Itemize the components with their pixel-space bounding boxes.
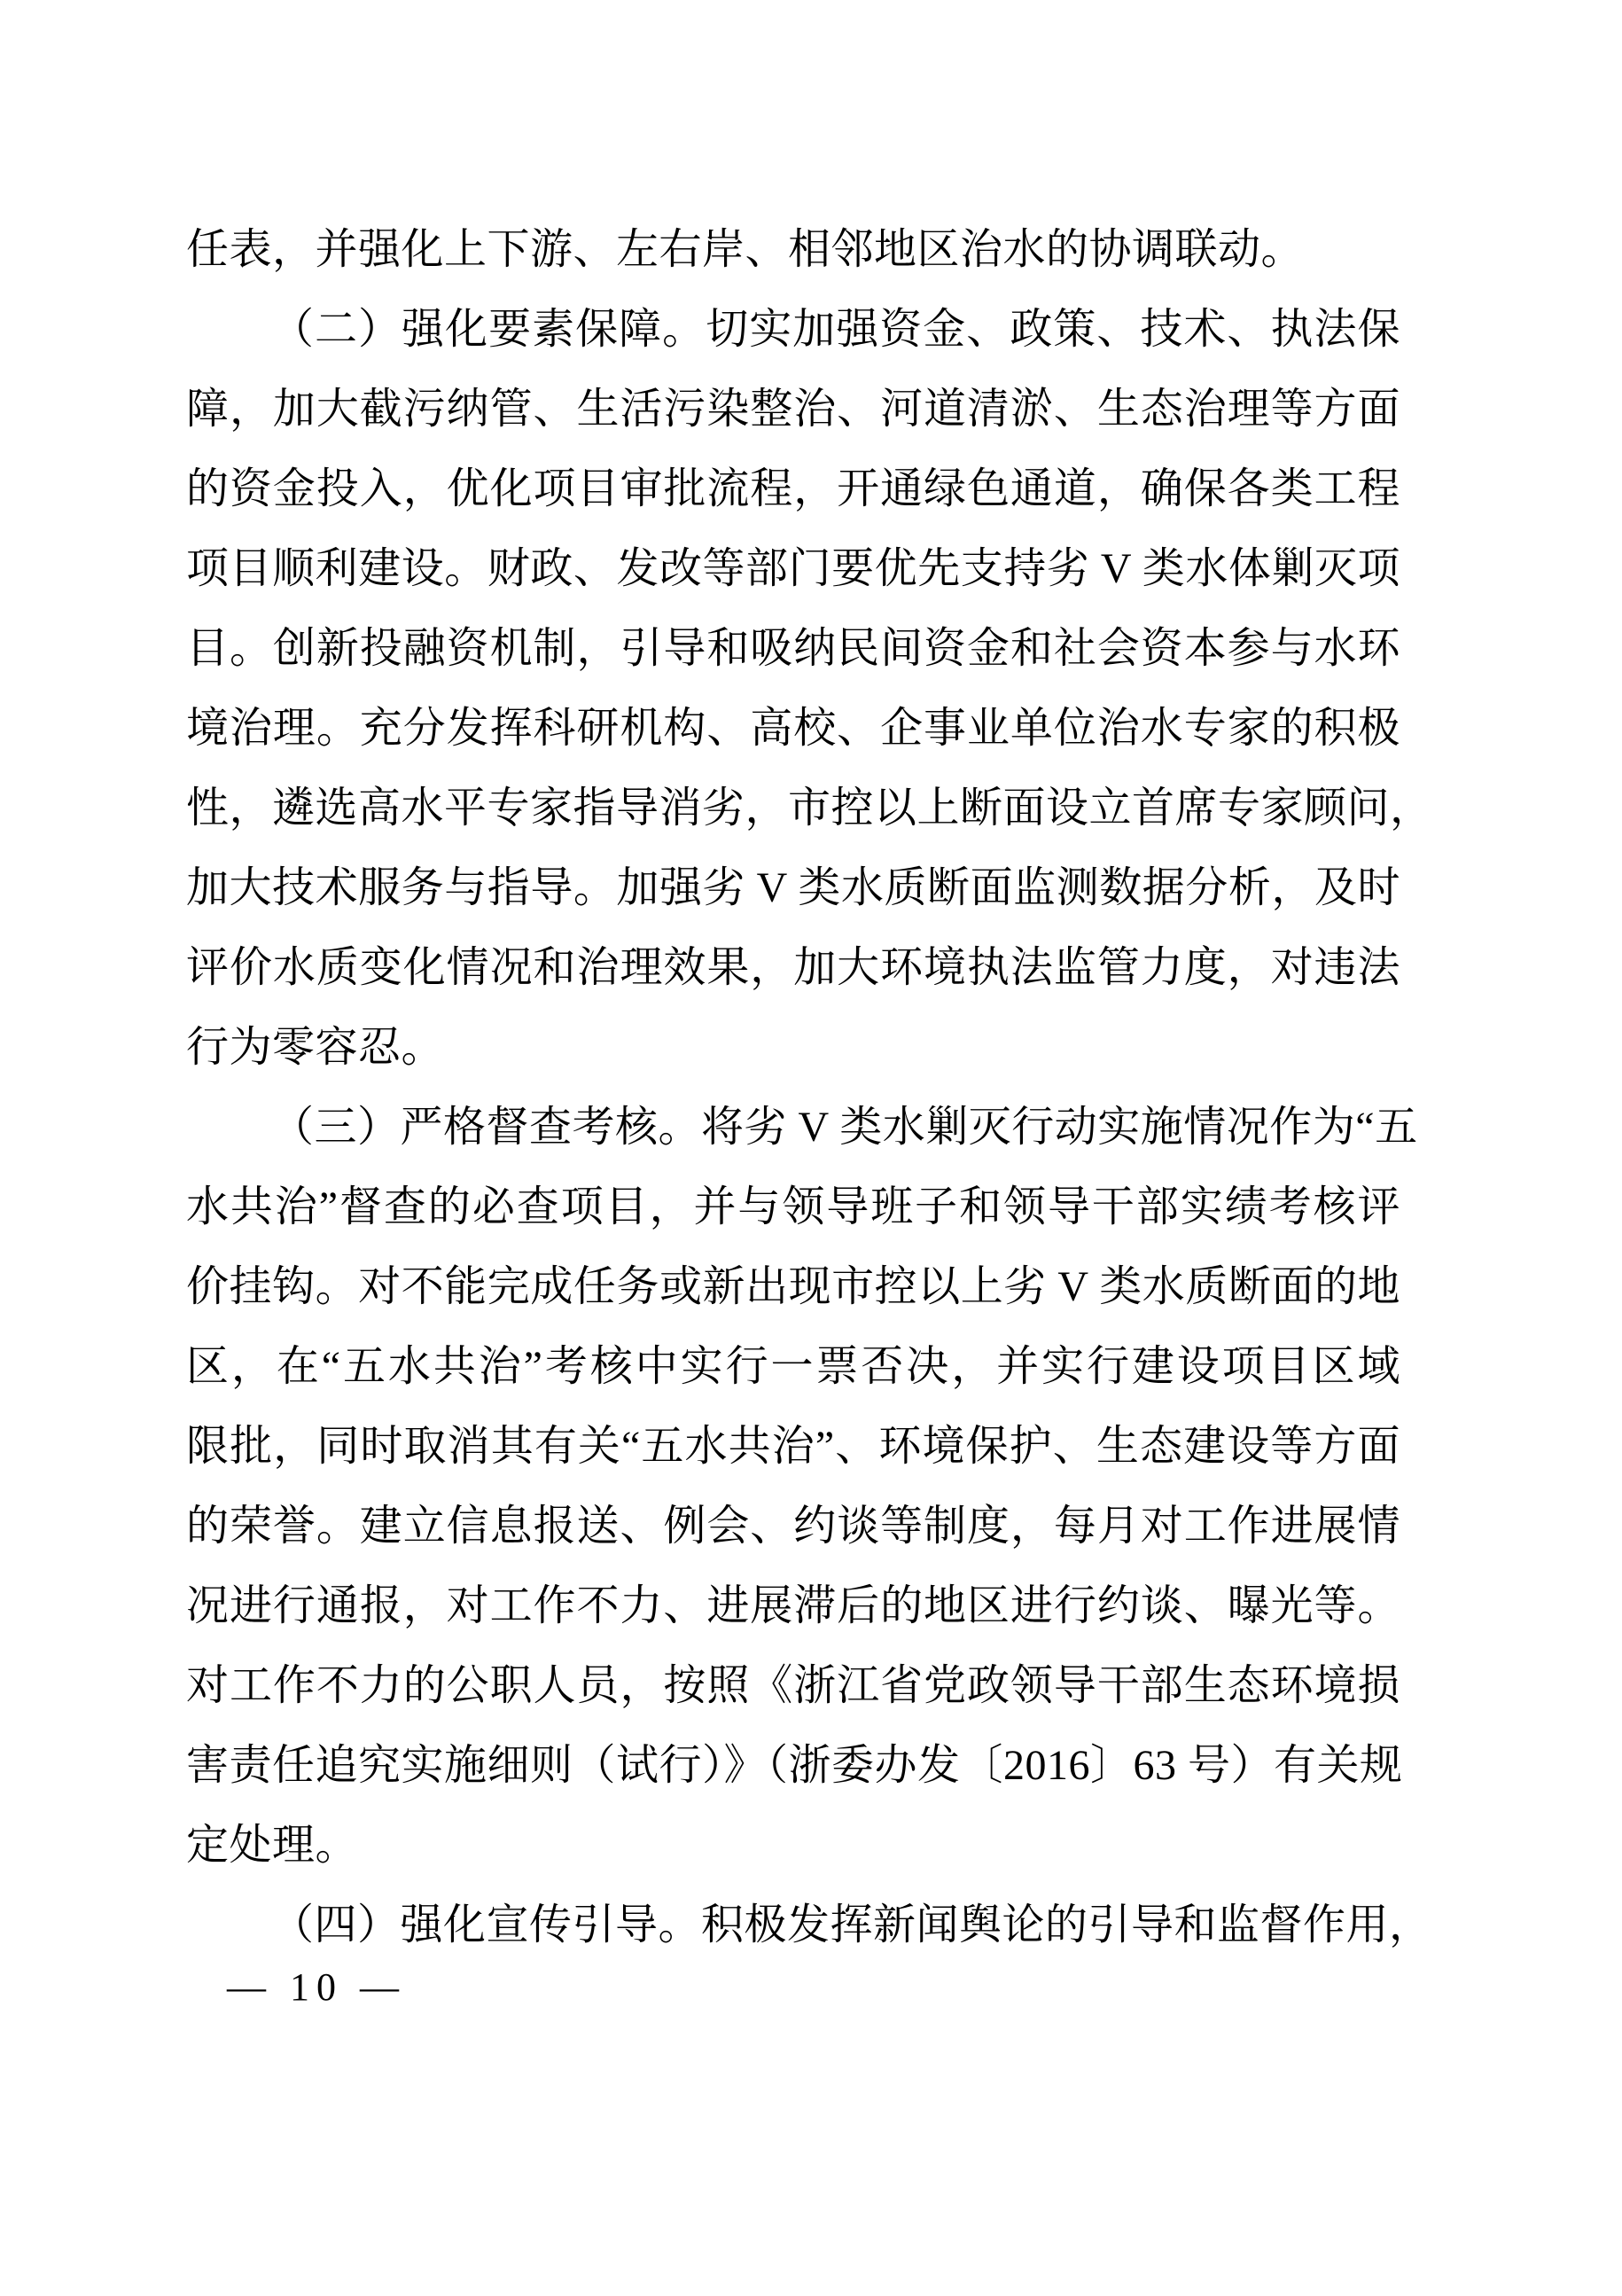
page-number: — 10 —	[227, 1965, 406, 2009]
text-line: 的资金投入，优化项目审批流程，开通绿色通道，确保各类工程	[186, 465, 1400, 512]
text-line: 害责任追究实施细则（试行）》（浙委办发〔2016〕63 号）有关规	[186, 1742, 1403, 1789]
text-line: 评价水质变化情况和治理效果，加大环境执法监管力度，对违法	[186, 944, 1400, 991]
text-line: 障，加大截污纳管、生活污染整治、河道清淤、生态治理等方面	[186, 386, 1400, 433]
text-line: 区，在“五水共治”考核中实行一票否决，并实行建设项目区域	[186, 1343, 1400, 1390]
text-line: 行为零容忍。	[186, 1024, 445, 1071]
text-line: 况进行通报，对工作不力、进展滞后的地区进行约谈、曝光等。	[186, 1582, 1400, 1629]
text-line: 加大技术服务与指导。加强劣 V 类水质断面监测数据分析，及时	[186, 864, 1400, 911]
text-line: 定处理。	[186, 1822, 359, 1869]
text-line: 价挂钩。对不能完成任务或新出现市控以上劣 V 类水质断面的地	[186, 1263, 1400, 1310]
text-line: （三）严格督查考核。将劣 V 类水剿灭行动实施情况作为“五	[271, 1104, 1418, 1151]
text-line: 限批，同时取消其有关“五水共治”、环境保护、生态建设等方面	[186, 1423, 1400, 1470]
text-line: （四）强化宣传引导。积极发挥新闻舆论的引导和监督作用，	[271, 1902, 1432, 1948]
body-text	[186, 210, 1433, 1965]
text-line: 境治理。充分发挥科研机构、高校、企事业单位治水专家的积极	[186, 705, 1400, 752]
text-line: 任表，并强化上下游、左右岸、相邻地区治水的协调联动。	[186, 226, 1305, 273]
text-line: 目。创新投融资机制，引导和吸纳民间资金和社会资本参与水环	[186, 625, 1400, 672]
text-line: 性，遴选高水平专家指导消劣，市控以上断面设立首席专家顾问，	[186, 785, 1433, 832]
text-line: 水共治”督查的必查项目，并与领导班子和领导干部实绩考核评	[186, 1183, 1400, 1230]
text-line: （二）强化要素保障。切实加强资金、政策、技术、执法保	[271, 306, 1400, 353]
text-line: 对工作不力的公职人员，按照《浙江省党政领导干部生态环境损	[186, 1662, 1400, 1709]
text-line: 项目顺利建设。财政、发改等部门要优先支持劣 V 类水体剿灭项	[186, 545, 1400, 592]
text-line: 的荣誉。建立信息报送、例会、约谈等制度，每月对工作进展情	[186, 1503, 1400, 1550]
